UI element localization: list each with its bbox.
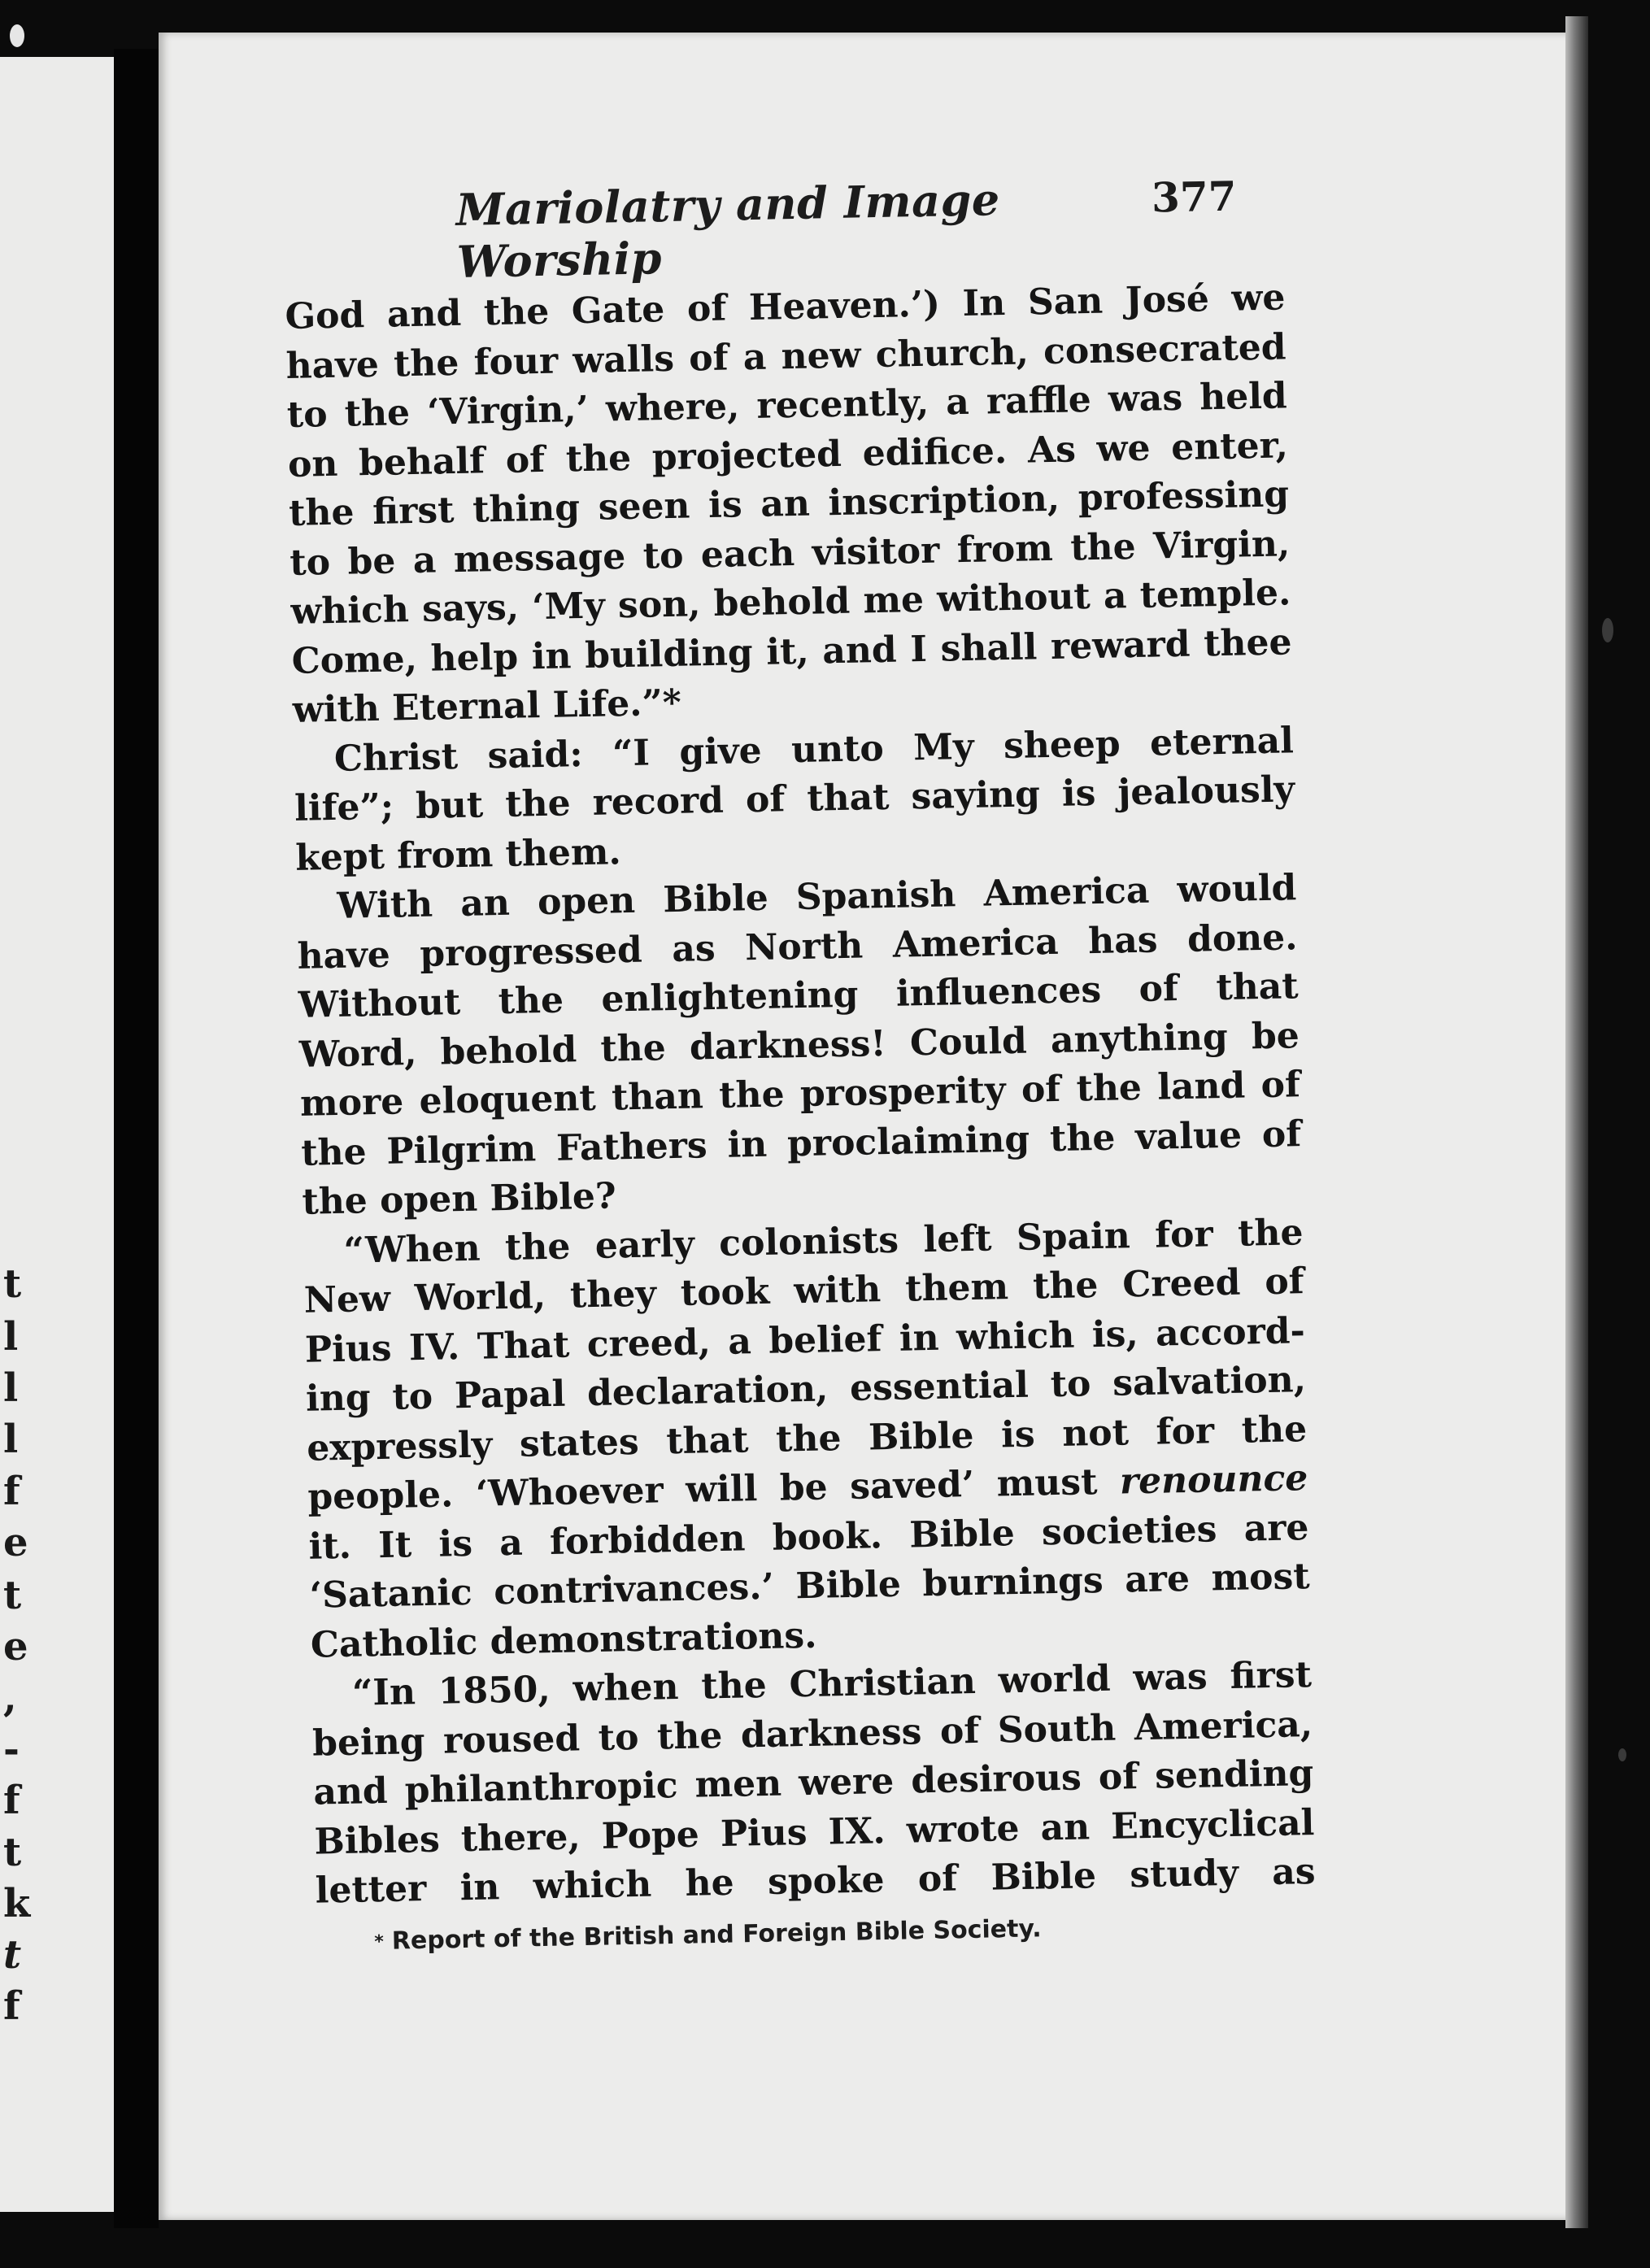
margin-char: , — [3, 1675, 17, 1721]
adjacent-page-sliver — [0, 57, 114, 2212]
body-text — [285, 273, 1316, 1916]
margin-char: e — [3, 1520, 28, 1565]
margin-char: t — [3, 1830, 22, 1875]
text-line: on behalf of the projected edifice. As we enter, — [287, 424, 1289, 485]
text-line: New World, they took with them the Creed of — [303, 1260, 1305, 1321]
text-line: letter in which he spoke of Bible study as — [315, 1851, 1316, 1912]
margin-char: e — [3, 1624, 28, 1669]
scan-speck — [10, 24, 24, 47]
text-line: the first thing seen is an inscription, professing — [288, 473, 1290, 534]
margin-char: k — [3, 1881, 31, 1926]
footnote-text: Report of the British and Foreign Bible Society. — [391, 1914, 1042, 1956]
margin-char: t — [3, 1261, 22, 1307]
margin-char: l — [3, 1365, 19, 1411]
text-line: Word, behold the darkness! Could anything be — [298, 1014, 1300, 1076]
text-line: kept from them. — [294, 830, 622, 879]
margin-char: f — [3, 1778, 20, 1823]
text-line: have the four walls of a new church, consecrated — [285, 325, 1286, 387]
text-line: have progressed as North America has done. — [297, 916, 1298, 977]
margin-char: - — [3, 1726, 20, 1772]
text-line: life”; but the record of that saying is jealously — [294, 768, 1295, 829]
margin-char: f — [3, 1983, 20, 2029]
text-line: Come, help in building it, and I shall reward thee — [291, 620, 1292, 682]
margin-char: f — [3, 1469, 20, 1514]
text-line: which says, ‘My son, behold me without a temple. — [290, 572, 1291, 633]
text-line: the open Bible? — [301, 1175, 617, 1223]
text-line: ing to Papal declaration, essential to salvation, — [305, 1359, 1307, 1420]
text-line: Catholic demonstrations. — [310, 1614, 817, 1666]
text-line: “When the early colonists left Spain for the — [343, 1211, 1304, 1272]
text-line: to the ‘Virgin,’ where, recently, a raffle was held — [286, 375, 1288, 436]
scan-speck — [1618, 1748, 1626, 1761]
text-line: to be a message to each visitor from the Virgin, — [289, 522, 1291, 584]
text-line: “In 1850, when the Christian world was first — [351, 1654, 1313, 1714]
text-line: God and the Gate of Heaven.’) In San José we — [285, 276, 1286, 337]
text-line: the Pilgrim Fathers in proclaiming the value of — [300, 1112, 1302, 1174]
text-line: Without the enlightening influences of that — [298, 965, 1300, 1026]
text-line: Christ said: “I give unto My sheep eternal — [333, 719, 1295, 780]
footnote-mark: * — [374, 1931, 385, 1952]
text-line: being roused to the darkness of South America, — [311, 1703, 1313, 1765]
text-line: Bibles there, Pope Pius IX. wrote an Encyclical — [314, 1801, 1315, 1863]
page-number: 377 — [1151, 172, 1237, 222]
emphasized-word: renounce — [1119, 1457, 1308, 1503]
text-line: ‘Satanic contrivances.’ Bible burnings are most — [309, 1556, 1311, 1617]
text-line: With an open Bible Spanish America would — [337, 867, 1297, 927]
text-line: Pius IV. That creed, a belief in which is, accord- — [304, 1309, 1306, 1371]
margin-char: l — [3, 1417, 19, 1462]
running-head-title: Mariolatry and Image Worship — [455, 173, 1001, 288]
text-line: with Eternal Life.”* — [292, 681, 682, 731]
adjacent-page-text-fragments — [0, 57, 114, 2212]
margin-char: t — [3, 1573, 22, 1618]
margin-char: t — [3, 1932, 22, 1978]
margin-char: l — [3, 1314, 19, 1360]
text-line: expressly states that the Bible is not for the — [306, 1408, 1308, 1469]
text-line: and philanthropic men were desirous of sending — [312, 1752, 1314, 1813]
scan-speck — [1602, 618, 1613, 642]
text-segment: people. ‘Whoever will be saved’ must — [307, 1461, 1098, 1518]
book-gutter — [114, 49, 159, 2228]
page-edge-shadow — [1565, 16, 1588, 2228]
text-line: it. It is a forbidden book. Bible societies are — [308, 1506, 1309, 1568]
text-line: more eloquent than the prosperity of the land of — [299, 1064, 1301, 1125]
